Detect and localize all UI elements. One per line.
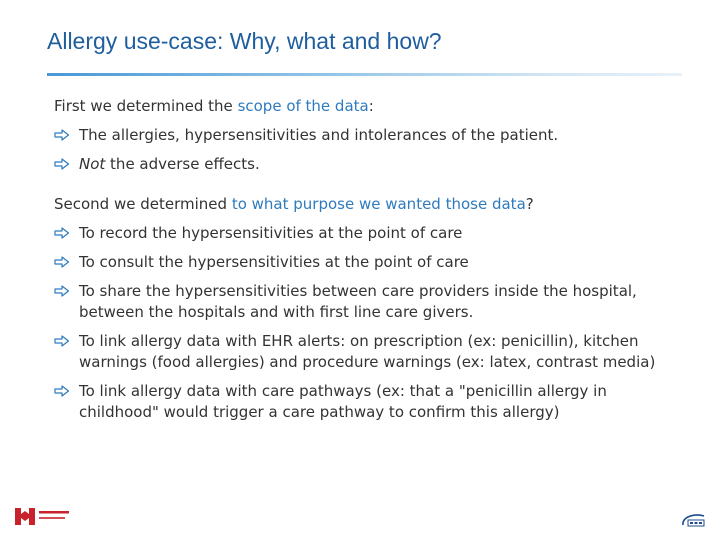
hollow-arrow-right-icon	[54, 129, 70, 141]
hollow-arrow-right-icon	[54, 385, 70, 397]
hollow-arrow-right-icon	[54, 335, 70, 347]
organization-logo-icon	[680, 513, 708, 529]
hollow-arrow-right-icon	[54, 158, 70, 170]
section1-list	[54, 125, 674, 175]
list-item	[54, 281, 674, 323]
list-item-text: The allergies, hypersensitivities and intolerances of the patient.	[79, 126, 559, 144]
section1-intro-prefix: First we determined the	[54, 97, 238, 115]
list-item	[54, 125, 674, 146]
list-item-text: the adverse effects.	[105, 155, 260, 173]
list-item	[54, 223, 674, 244]
hollow-arrow-right-icon	[54, 227, 70, 239]
list-item-text: To consult the hypersensitivities at the point of care	[79, 253, 469, 271]
list-item-emphasis: Not	[79, 155, 106, 173]
list-item-text: To share the hypersensitivities between care providers inside the hospital, between the hospitals and with first line care givers.	[79, 282, 637, 321]
list-item	[54, 154, 674, 175]
hospital-logo-icon	[13, 505, 73, 527]
section1-intro-suffix: :	[368, 97, 374, 115]
list-item-text: To record the hypersensitivities at the point of care	[79, 224, 463, 242]
section1-intro-highlight: scope of the data	[237, 97, 369, 115]
section2-intro-highlight: to what purpose we wanted those data	[231, 195, 526, 213]
list-item-text: To link allergy data with care pathways (ex: that a "penicillin allergy in childhood" would trigger a care pathway to confirm this allergy)	[79, 382, 607, 421]
slide-content	[54, 96, 674, 423]
section2-intro-prefix: Second we determined	[54, 195, 232, 213]
section2-intro-suffix: ?	[525, 195, 534, 213]
section2-list	[54, 223, 674, 423]
list-item	[54, 331, 674, 373]
hollow-arrow-right-icon	[54, 256, 70, 268]
section2-intro	[54, 194, 674, 215]
title-divider	[47, 73, 682, 76]
list-item	[54, 252, 674, 273]
slide-title: Allergy use-case: Why, what and how?	[47, 28, 442, 54]
list-item-text: To link allergy data with EHR alerts: on prescription (ex: penicillin), kitchen warnings (food allergies) and procedure warnings (ex: latex, contrast media)	[79, 332, 656, 371]
list-item	[54, 381, 674, 423]
hollow-arrow-right-icon	[54, 285, 70, 297]
section1-intro	[54, 96, 674, 117]
